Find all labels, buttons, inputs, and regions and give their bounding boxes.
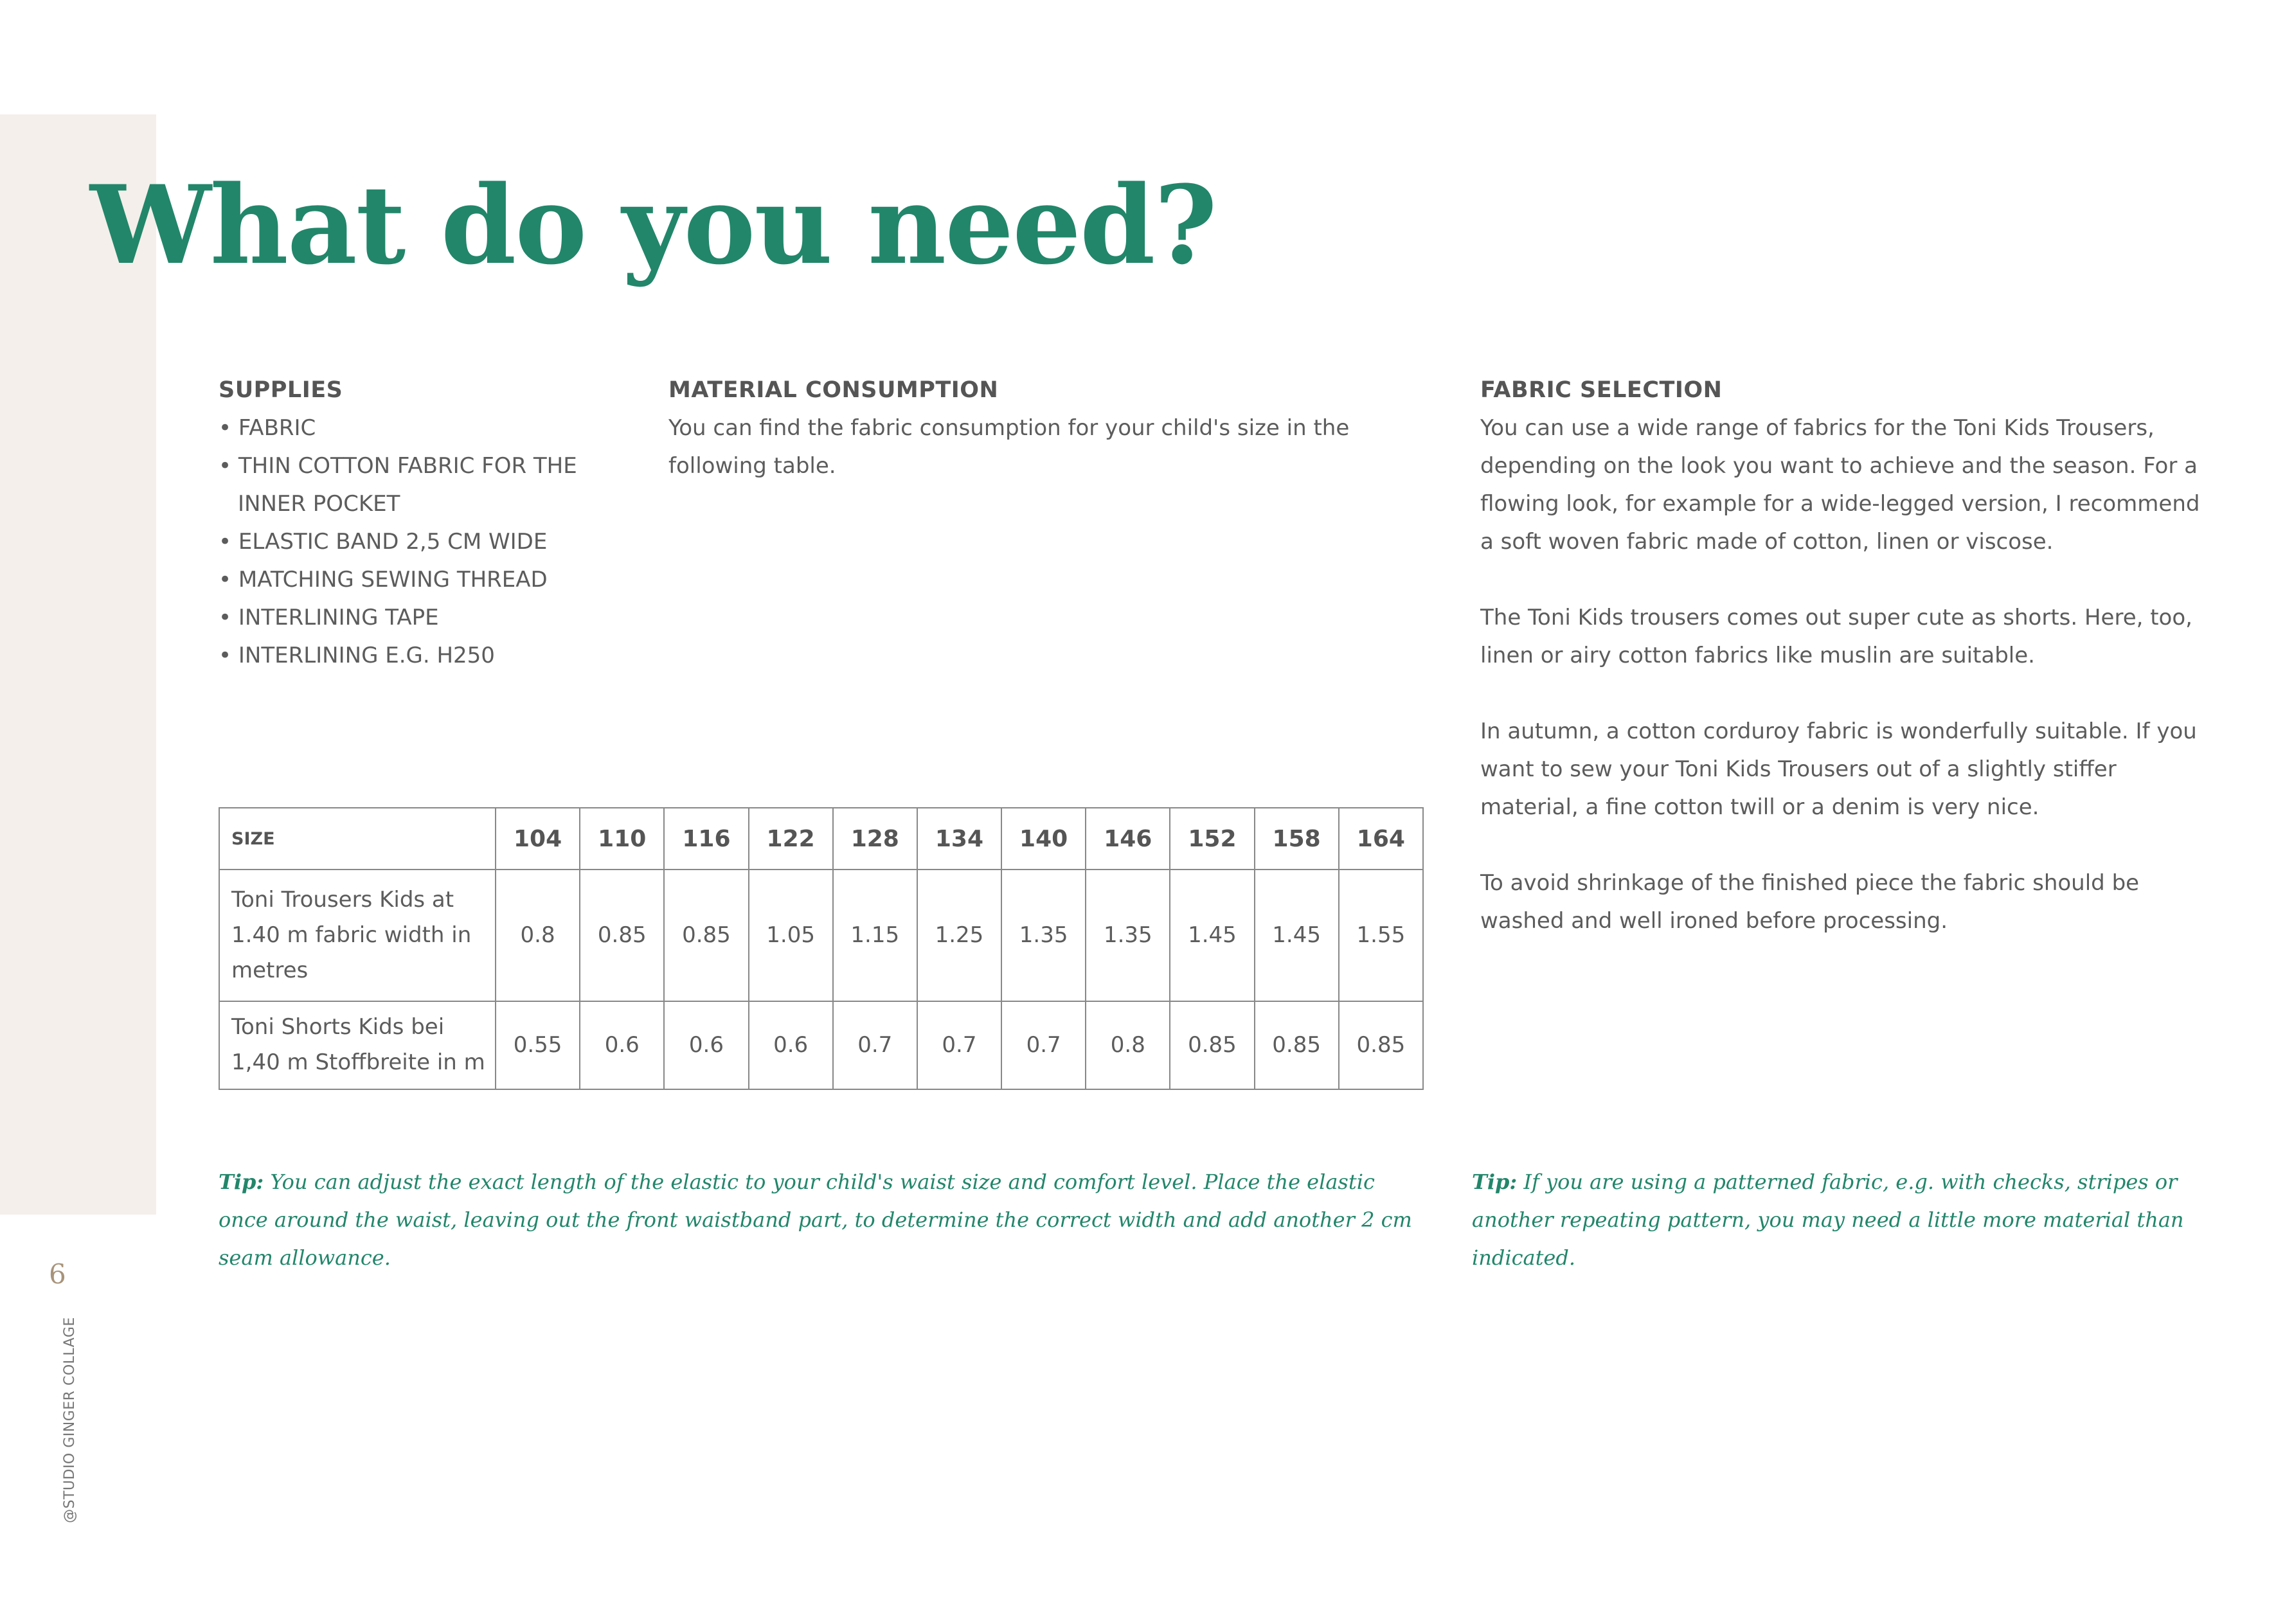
size-header: 116 — [664, 808, 748, 870]
supply-item: • INTERLINING E.G. H250 — [219, 637, 617, 675]
tip-text: If you are using a patterned fabric, e.g. with checks, stripes or another repeating pattern, you may need a little more material than indicated. — [1472, 1170, 2184, 1270]
table-cell: 1.45 — [1170, 870, 1254, 1001]
fabric-paragraph: You can use a wide range of fabrics for the Toni Kids Trousers, depending on the look you want to achieve and the season. For a flowing look, for example for a wide-legged version, I recommend a soft woven fabric made of cotton, linen or viscose. — [1480, 415, 2200, 555]
tip-label: Tip: — [1472, 1170, 1518, 1194]
material-heading: MATERIAL CONSUMPTION — [668, 377, 999, 403]
supply-item: • MATCHING SEWING THREAD — [219, 561, 617, 599]
supply-item: • ELASTIC BAND 2,5 CM WIDE — [219, 523, 617, 561]
table-cell: 0.55 — [496, 1001, 580, 1089]
table-cell: 1.25 — [917, 870, 1001, 1001]
table-cell: 0.85 — [664, 870, 748, 1001]
studio-credit: @STUDIO GINGER COLLAGE — [62, 1317, 78, 1523]
size-header: 146 — [1086, 808, 1170, 870]
supplies-list — [219, 409, 617, 675]
supply-item: • FABRIC — [219, 409, 617, 447]
table-cell: 0.6 — [664, 1001, 748, 1089]
size-header: 134 — [917, 808, 1001, 870]
fabric-heading: FABRIC SELECTION — [1480, 377, 1723, 403]
table-cell: 0.85 — [580, 870, 664, 1001]
table-cell: 1.05 — [749, 870, 833, 1001]
size-header: 122 — [749, 808, 833, 870]
page-number: 6 — [49, 1258, 66, 1290]
size-header: 158 — [1255, 808, 1339, 870]
table-header-row — [219, 808, 1423, 870]
supplies-section — [219, 371, 617, 675]
tip-patterned-fabric — [1472, 1163, 2192, 1277]
page-title: What do you need? — [90, 161, 1216, 289]
table-cell: 1.45 — [1255, 870, 1339, 1001]
row-label: Toni Shorts Kids bei 1,40 m Stoffbreite in m — [219, 1001, 496, 1089]
tip-elastic — [219, 1163, 1427, 1277]
tip-label: Tip: — [219, 1170, 264, 1194]
table-cell: 1.35 — [1001, 870, 1086, 1001]
table-cell: 0.6 — [580, 1001, 664, 1089]
fabric-paragraph: To avoid shrinkage of the finished piece the fabric should be washed and well ironed before processing. — [1480, 870, 2140, 934]
size-header: 104 — [496, 808, 580, 870]
size-header: 110 — [580, 808, 664, 870]
table-row — [219, 1001, 1423, 1089]
table-cell: 0.85 — [1170, 1001, 1254, 1089]
fabric-paragraph: The Toni Kids trousers comes out super cute as shorts. Here, too, linen or airy cotton fabrics like muslin are suitable. — [1480, 605, 2192, 668]
supplies-heading: SUPPLIES — [219, 377, 343, 403]
table-row — [219, 870, 1423, 1001]
supply-item: • THIN COTTON FABRIC FOR THE INNER POCKET — [219, 447, 617, 523]
fabric-section — [1480, 371, 2200, 940]
material-text: You can find the fabric consumption for your child's size in the following table. — [668, 415, 1350, 479]
row-label: Toni Trousers Kids at 1.40 m fabric width in metres — [219, 870, 496, 1001]
material-section — [668, 371, 1427, 485]
table-cell: 0.7 — [833, 1001, 917, 1089]
table-cell: 1.35 — [1086, 870, 1170, 1001]
size-header: 128 — [833, 808, 917, 870]
table-cell: 1.55 — [1339, 870, 1423, 1001]
table-cell: 0.85 — [1339, 1001, 1423, 1089]
table-cell: 0.7 — [917, 1001, 1001, 1089]
table-cell: 0.8 — [496, 870, 580, 1001]
fabric-paragraph: In autumn, a cotton corduroy fabric is wonderfully suitable. If you want to sew your Toni Kids Trousers out of a slightly stiffer material, a fine cotton twill or a denim is very nice. — [1480, 718, 2197, 820]
table-cell: 1.15 — [833, 870, 917, 1001]
tip-text: You can adjust the exact length of the elastic to your child's waist size and comfort level. Place the elastic once around the waist, leaving out the front waistband part, to determine the correct width and add another 2 cm seam allowance. — [219, 1170, 1412, 1270]
table-cell: 0.85 — [1255, 1001, 1339, 1089]
fabric-consumption-table — [219, 807, 1424, 1090]
size-header: 140 — [1001, 808, 1086, 870]
table-cell: 0.6 — [749, 1001, 833, 1089]
table-cell: 0.8 — [1086, 1001, 1170, 1089]
table-cell: 0.7 — [1001, 1001, 1086, 1089]
supply-item: • INTERLINING TAPE — [219, 599, 617, 637]
size-label: SIZE — [219, 808, 496, 870]
size-header: 152 — [1170, 808, 1254, 870]
size-header: 164 — [1339, 808, 1423, 870]
